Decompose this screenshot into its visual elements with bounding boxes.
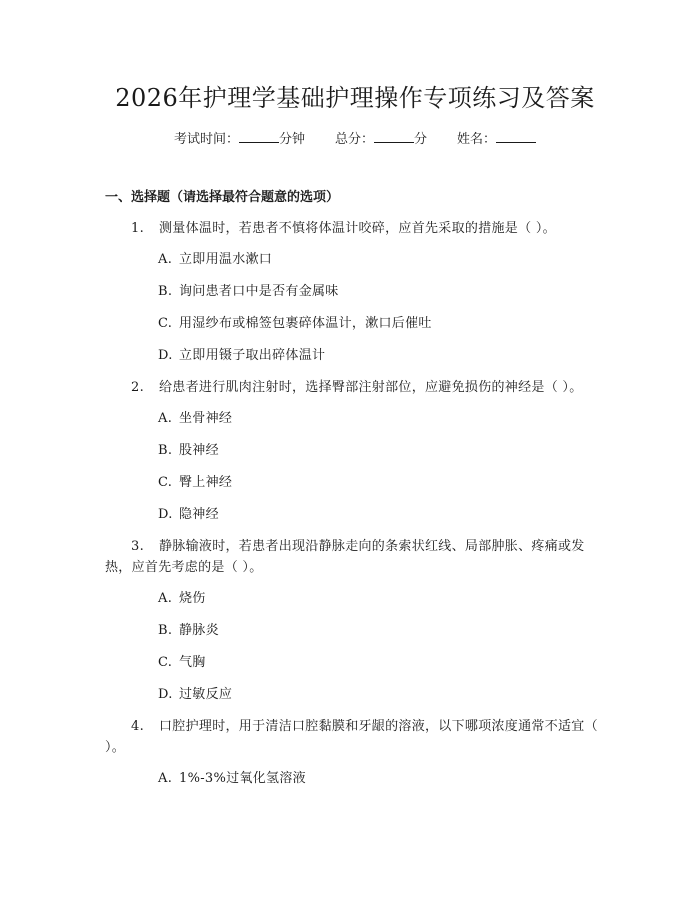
- option-text: 1%-3%过氧化氢溶液: [179, 771, 306, 786]
- exam-time: [174, 130, 305, 150]
- question-number: 1.: [131, 221, 145, 236]
- option-letter: B.: [158, 443, 173, 458]
- option-4a: [158, 768, 605, 789]
- question-text: 测量体温时，若患者不慎将体温计咬碎，应首先采取的措施是（ ）。: [159, 221, 556, 236]
- option-text: 用湿纱布或棉签包裹碎体温计，漱口后催吐: [179, 316, 432, 331]
- option-text: 立即用温水漱口: [179, 252, 273, 267]
- option-text: 坐骨神经: [179, 411, 233, 426]
- student-name: [457, 130, 536, 150]
- total-score-blank: [374, 130, 414, 143]
- option-3c: [158, 652, 605, 673]
- exam-time-blank: [239, 130, 279, 143]
- option-letter: C.: [158, 316, 173, 331]
- options-2: [105, 408, 605, 525]
- option-letter: A.: [158, 252, 173, 267]
- option-2b: [158, 440, 605, 461]
- option-2a: [158, 408, 605, 429]
- total-score: [335, 130, 427, 150]
- question-number: 4.: [131, 719, 145, 734]
- options-3: [105, 588, 605, 705]
- option-letter: C.: [158, 475, 173, 490]
- option-3b: [158, 620, 605, 641]
- question-number: 2.: [131, 380, 145, 395]
- option-letter: C.: [158, 655, 173, 670]
- option-letter: B.: [158, 623, 173, 638]
- total-score-label: 总分：: [334, 132, 374, 147]
- exam-time-label: 考试时间：: [173, 132, 239, 147]
- question-text: 静脉输液时，若患者出现沿静脉走向的条索状红线、局部肿胀、疼痛或发热，应首先考虑的是（ ）。: [105, 539, 585, 575]
- total-score-unit: 分: [414, 132, 428, 147]
- option-2c: [158, 472, 605, 493]
- option-text: 气胸: [179, 655, 206, 670]
- option-1c: [158, 313, 605, 334]
- option-3d: [158, 684, 605, 705]
- question-text: 口腔护理时，用于清洁口腔黏膜和牙龈的溶液，以下哪项浓度通常不适宜（ ）。: [105, 719, 598, 755]
- option-letter: A.: [158, 771, 173, 786]
- option-text: 烧伤: [179, 591, 206, 606]
- option-text: 立即用镊子取出碎体温计: [179, 348, 326, 363]
- question-2: [105, 377, 605, 398]
- option-1a: [158, 249, 605, 270]
- question-4: [105, 716, 605, 758]
- option-3a: [158, 588, 605, 609]
- option-letter: D.: [158, 687, 173, 702]
- question-number: 3.: [131, 539, 145, 554]
- option-letter: A.: [158, 591, 173, 606]
- option-1d: [158, 345, 605, 366]
- option-text: 询问患者口中是否有金属味: [179, 284, 339, 299]
- option-2d: [158, 504, 605, 525]
- question-1: [105, 218, 605, 239]
- question-3: [105, 536, 605, 578]
- exam-time-unit: 分钟: [278, 132, 305, 147]
- student-name-label: 姓名：: [457, 132, 497, 147]
- option-text: 过敏反应: [179, 687, 233, 702]
- option-text: 隐神经: [179, 507, 219, 522]
- option-letter: D.: [158, 507, 173, 522]
- option-text: 静脉炎: [179, 623, 219, 638]
- student-name-blank: [496, 130, 536, 143]
- option-text: 臀上神经: [179, 475, 233, 490]
- option-letter: A.: [158, 411, 173, 426]
- options-4: [105, 768, 605, 789]
- option-letter: B.: [158, 284, 173, 299]
- question-text: 给患者进行肌肉注射时，选择臀部注射部位，应避免损伤的神经是（ ）。: [159, 380, 583, 395]
- options-1: [105, 249, 605, 366]
- section-title: 一、选择题（请选择最符合题意的选项）: [105, 190, 340, 205]
- option-letter: D.: [158, 348, 173, 363]
- option-1b: [158, 281, 605, 302]
- option-text: 股神经: [179, 443, 219, 458]
- page-title: 2026年护理学基础护理操作专项练习及答案: [115, 84, 595, 112]
- exam-meta: [105, 130, 605, 150]
